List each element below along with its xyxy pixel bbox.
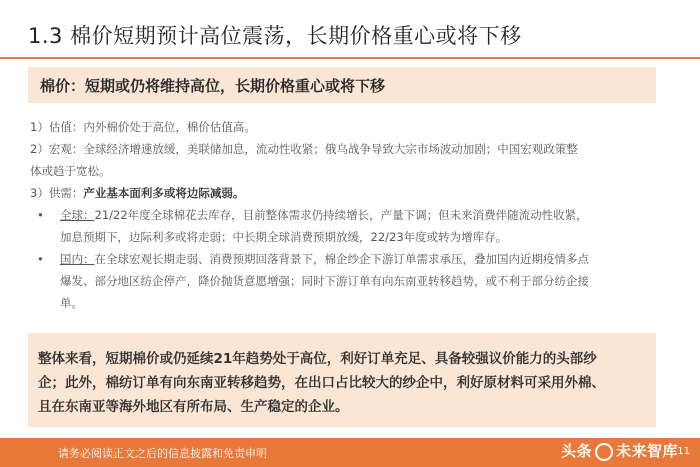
point-macro-line2: 体或趋于宽松。 <box>30 164 111 178</box>
point-valuation: 1）估值：内外棉价处于高位，棉价估值高。 <box>30 120 256 134</box>
bullet-domestic-line1: 在全球宏观长期走弱、消费预期回落背景下，棉企纱企下游订单需求承压，叠加国内近期疫情多点 <box>94 252 589 266</box>
summary-line3: 且在东南亚等海外地区有所布局、生产稳定的企业。 <box>38 399 349 415</box>
summary-text <box>38 347 650 419</box>
bullet-global <box>30 204 670 226</box>
footer-disclaimer: 请务必阅读正文之后的信息披露和免责申明 <box>58 447 267 460</box>
watermark-left-text: 头条 <box>560 442 592 460</box>
summary-line2: 企；此外，棉纺订单有向东南亚转移趋势，在出口占比较大的纱企中，利好原材料可采用外棉、 <box>38 375 605 391</box>
bullet-domestic-line3: 单。 <box>60 296 83 310</box>
point-macro-line1: 2）宏观：全球经济增速放缓，美联储加息，流动性收紧；俄乌战争导致大宗市场波动加剧；中国宏观政策整 <box>30 142 578 156</box>
page-title: 1.3 棉价短期预计高位震荡，长期价格重心或将下移 <box>28 24 522 48</box>
bullet-domestic <box>30 248 670 270</box>
subtitle-box <box>28 67 656 103</box>
bullet-global-line1: 21/22年度全球棉花去库存，目前整体需求仍持续增长，产量下调；但未来消费伴随流动性收紧， <box>94 208 588 222</box>
watermark-logo-icon <box>595 443 613 461</box>
summary-line1: 整体来看，短期棉价或仍延续21年趋势处于高位，利好订单充足、具备较强议价能力的头部纱 <box>38 351 597 367</box>
watermark <box>561 440 678 461</box>
summary-box <box>28 333 656 427</box>
bullet-dot-icon: • <box>37 252 44 266</box>
bullet-global-tag: 全球： <box>60 208 95 222</box>
page-number: 11 <box>677 446 690 457</box>
title-divider <box>0 57 700 59</box>
subtitle-text: 棉价：短期或仍将维持高位，长期价格重心或将下移 <box>40 77 386 95</box>
point-supply-demand-bold: 产业基本面利多或将边际减弱。 <box>83 186 245 200</box>
point-supply-demand <box>30 182 670 204</box>
watermark-right-text: 未来智库 <box>615 442 678 460</box>
footer-bar <box>0 438 700 467</box>
bullet-domestic-tag: 国内： <box>60 252 95 266</box>
bullet-dot-icon: • <box>37 208 44 222</box>
point-supply-demand-prefix: 3）供需： <box>30 186 84 200</box>
bullet-global-line2: 加息预期下，边际利多或将走弱；中长期全球消费预期放缓，22/23年度或转为增库存。 <box>60 230 508 244</box>
body-text <box>30 116 670 314</box>
bullet-domestic-line2: 爆发、部分地区纺企停产，降价抛货意愿增强；同时下游订单有向东南亚转移趋势，或不利于部分纺企接 <box>60 274 589 288</box>
